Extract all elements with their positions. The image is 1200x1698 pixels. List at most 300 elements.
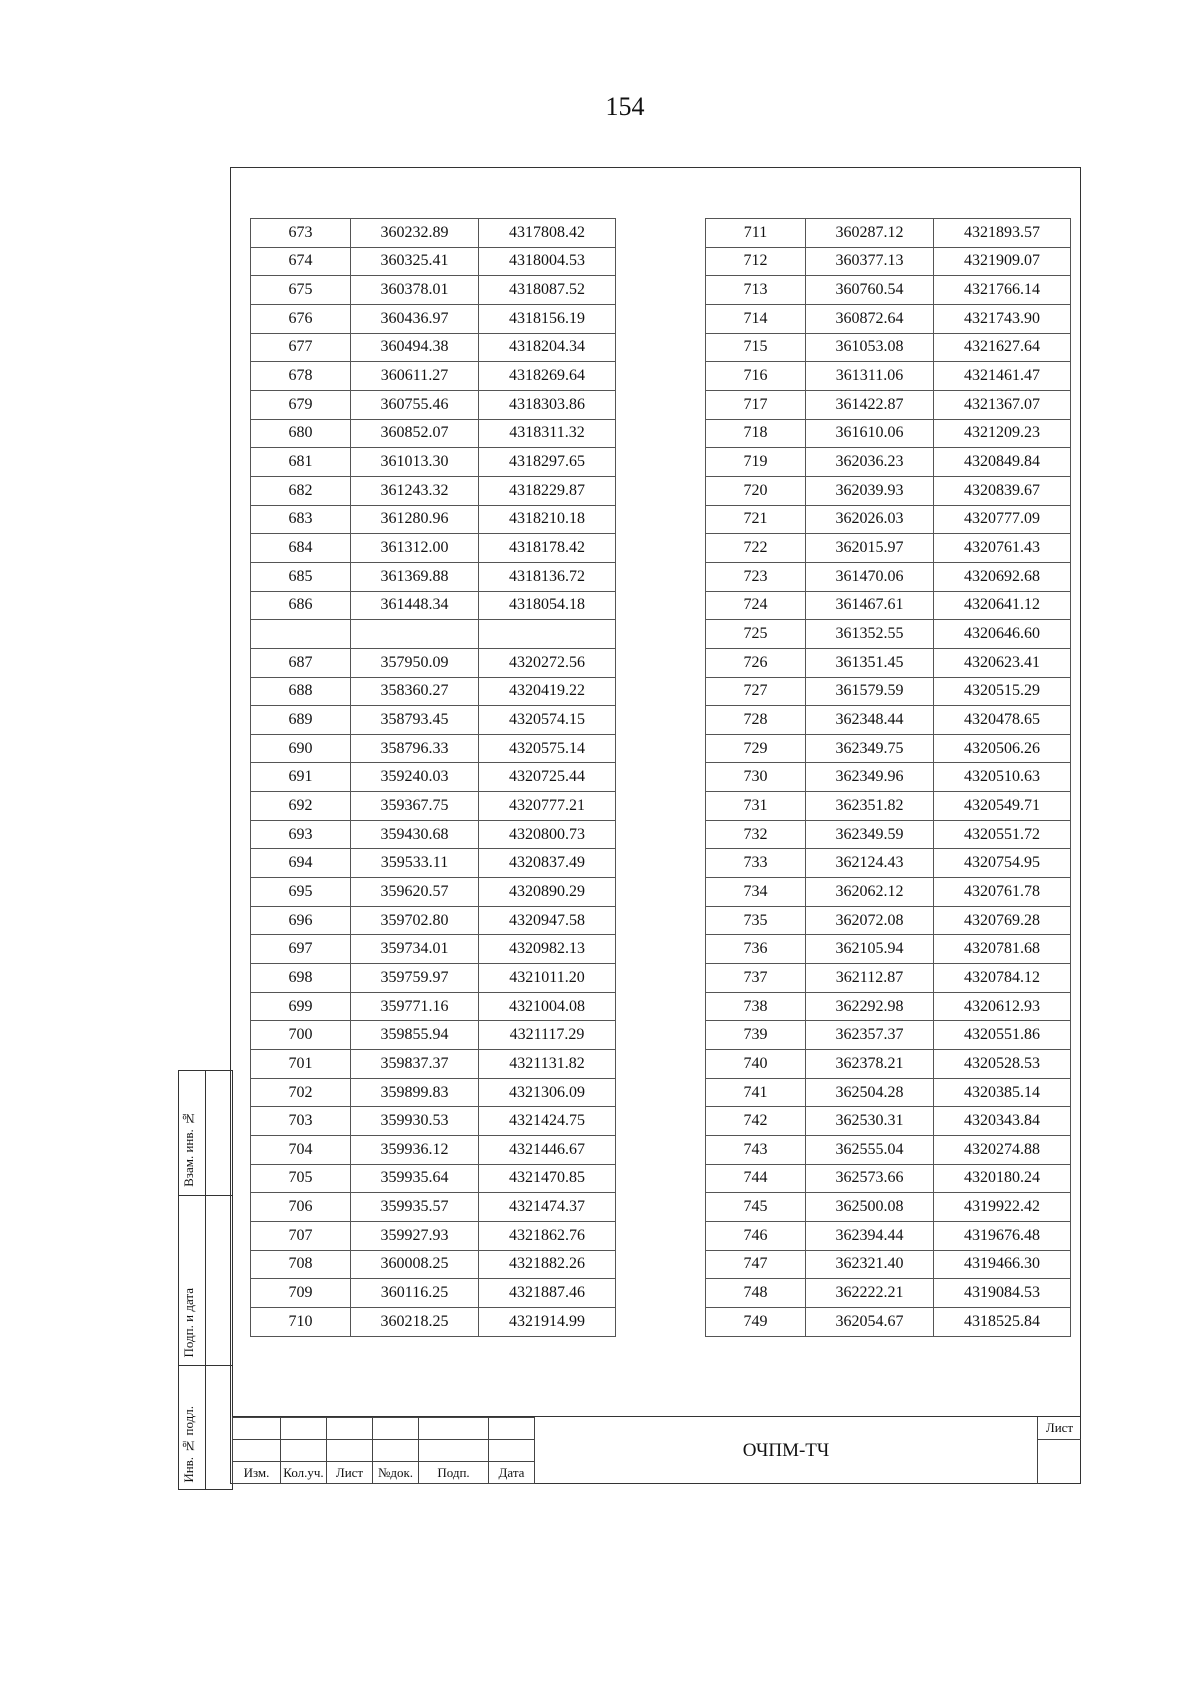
coord-y: 4318156.19 <box>479 304 616 333</box>
coord-x: 362072.08 <box>806 906 934 935</box>
side-stamp-podp <box>179 1196 232 1366</box>
point-number: 682 <box>251 476 351 505</box>
coord-x: 359837.37 <box>351 1050 479 1079</box>
coord-x: 361013.30 <box>351 448 479 477</box>
table-row <box>251 534 616 563</box>
table-row <box>706 1164 1071 1193</box>
point-number: 702 <box>251 1078 351 1107</box>
table-row <box>706 219 1071 248</box>
coord-y: 4320551.86 <box>934 1021 1071 1050</box>
coord-x: 362015.97 <box>806 534 934 563</box>
table-row <box>706 1307 1071 1336</box>
sheet-label: Лист <box>1038 1417 1081 1440</box>
table-row <box>251 1164 616 1193</box>
coord-y: 4320612.93 <box>934 992 1071 1021</box>
coord-x: 361351.45 <box>806 648 934 677</box>
point-number: 713 <box>706 276 806 305</box>
table-row <box>251 476 616 505</box>
table-row <box>706 935 1071 964</box>
side-stamp-podp-label: Подп. и дата <box>181 1287 196 1357</box>
point-number: 720 <box>706 476 806 505</box>
table-row <box>706 1193 1071 1222</box>
table-row <box>251 1136 616 1165</box>
point-number: 718 <box>706 419 806 448</box>
point-number: 727 <box>706 677 806 706</box>
table-row <box>706 591 1071 620</box>
coord-x: 359240.03 <box>351 763 479 792</box>
coord-x: 361470.06 <box>806 562 934 591</box>
coord-y: 4320180.24 <box>934 1164 1071 1193</box>
coord-x: 362378.21 <box>806 1050 934 1079</box>
coord-x: 361369.88 <box>351 562 479 591</box>
tb-cell <box>327 1440 373 1462</box>
coord-x: 359771.16 <box>351 992 479 1021</box>
coord-y: 4320947.58 <box>479 906 616 935</box>
point-number: 705 <box>251 1164 351 1193</box>
table-row <box>706 648 1071 677</box>
table-row <box>706 1050 1071 1079</box>
coord-y: 4318229.87 <box>479 476 616 505</box>
coord-y: 4320551.72 <box>934 820 1071 849</box>
point-number: 704 <box>251 1136 351 1165</box>
coord-y: 4321766.14 <box>934 276 1071 305</box>
point-number: 691 <box>251 763 351 792</box>
coord-x: 360852.07 <box>351 419 479 448</box>
sheet-value <box>1038 1440 1081 1484</box>
coord-x: 362555.04 <box>806 1136 934 1165</box>
point-number: 708 <box>251 1250 351 1279</box>
point-number: 696 <box>251 906 351 935</box>
coord-y: 4320574.15 <box>479 706 616 735</box>
point-number: 724 <box>706 591 806 620</box>
point-number: 693 <box>251 820 351 849</box>
point-number: 688 <box>251 677 351 706</box>
coord-y: 4320692.68 <box>934 562 1071 591</box>
coord-y: 4320754.95 <box>934 849 1071 878</box>
coord-x: 361053.08 <box>806 333 934 362</box>
coord-y: 4319922.42 <box>934 1193 1071 1222</box>
table-row <box>251 304 616 333</box>
tb-col-podp: Подп. <box>419 1462 489 1484</box>
coord-x: 361312.00 <box>351 534 479 563</box>
table-row <box>251 734 616 763</box>
coord-y: 4320575.14 <box>479 734 616 763</box>
coord-x: 362573.66 <box>806 1164 934 1193</box>
coord-y: 4319676.48 <box>934 1221 1071 1250</box>
tb-col-data: Дата <box>489 1462 535 1484</box>
table-row <box>706 390 1071 419</box>
tb-cell <box>419 1440 489 1462</box>
coord-y: 4321909.07 <box>934 247 1071 276</box>
table-row <box>251 1021 616 1050</box>
coord-y: 4320274.88 <box>934 1136 1071 1165</box>
tb-col-list: Лист <box>327 1462 373 1484</box>
coord-y: 4318204.34 <box>479 333 616 362</box>
point-number: 726 <box>706 648 806 677</box>
coord-x: 362357.37 <box>806 1021 934 1050</box>
side-stamp-vzam <box>179 1071 232 1196</box>
table-row <box>251 677 616 706</box>
table-row <box>706 1107 1071 1136</box>
table-row <box>251 362 616 391</box>
point-number: 701 <box>251 1050 351 1079</box>
table-row <box>706 620 1071 649</box>
table-row <box>706 849 1071 878</box>
table-row <box>706 677 1071 706</box>
point-number: 729 <box>706 734 806 763</box>
point-number: 685 <box>251 562 351 591</box>
coord-x <box>351 620 479 649</box>
table-row <box>251 792 616 821</box>
coord-x: 362321.40 <box>806 1250 934 1279</box>
table-row <box>706 1250 1071 1279</box>
coord-y: 4320272.56 <box>479 648 616 677</box>
coord-y: 4318210.18 <box>479 505 616 534</box>
coord-x: 359927.93 <box>351 1221 479 1250</box>
point-number: 747 <box>706 1250 806 1279</box>
table-row <box>251 620 616 649</box>
point-number: 676 <box>251 304 351 333</box>
coord-x: 361243.32 <box>351 476 479 505</box>
coord-y: 4321004.08 <box>479 992 616 1021</box>
table-row <box>706 820 1071 849</box>
point-number: 719 <box>706 448 806 477</box>
title-block <box>232 1416 1081 1484</box>
coord-y: 4321446.67 <box>479 1136 616 1165</box>
table-row <box>251 1078 616 1107</box>
coord-x: 362351.82 <box>806 792 934 821</box>
coord-y: 4318303.86 <box>479 390 616 419</box>
table-row <box>706 706 1071 735</box>
coord-y: 4320528.53 <box>934 1050 1071 1079</box>
point-number: 679 <box>251 390 351 419</box>
coord-x: 359533.11 <box>351 849 479 878</box>
coord-y: 4318087.52 <box>479 276 616 305</box>
table-row <box>251 1307 616 1336</box>
coord-x: 362394.44 <box>806 1221 934 1250</box>
tb-cell <box>489 1418 535 1440</box>
coord-y: 4321743.90 <box>934 304 1071 333</box>
page-number: 154 <box>605 92 645 121</box>
coord-x: 360494.38 <box>351 333 479 362</box>
coord-y: 4320725.44 <box>479 763 616 792</box>
table-row <box>706 1021 1071 1050</box>
coord-y: 4320777.09 <box>934 505 1071 534</box>
tb-cell <box>327 1418 373 1440</box>
coord-x: 361280.96 <box>351 505 479 534</box>
coord-y: 4320478.65 <box>934 706 1071 735</box>
side-stamp <box>178 1070 233 1490</box>
coord-y: 4318525.84 <box>934 1307 1071 1336</box>
point-number: 706 <box>251 1193 351 1222</box>
table-row <box>251 1279 616 1308</box>
table-row <box>706 792 1071 821</box>
coord-y: 4321893.57 <box>934 219 1071 248</box>
table-row <box>706 333 1071 362</box>
table-row <box>706 1221 1071 1250</box>
title-block-grid <box>232 1417 535 1484</box>
coord-x: 359620.57 <box>351 878 479 907</box>
point-number: 675 <box>251 276 351 305</box>
point-number: 681 <box>251 448 351 477</box>
table-row <box>251 276 616 305</box>
coord-x: 359430.68 <box>351 820 479 849</box>
coord-y: 4321887.46 <box>479 1279 616 1308</box>
coord-x: 358360.27 <box>351 677 479 706</box>
coord-x: 361610.06 <box>806 419 934 448</box>
table-row <box>251 591 616 620</box>
coord-y: 4320777.21 <box>479 792 616 821</box>
coord-x: 360325.41 <box>351 247 479 276</box>
coord-x: 360218.25 <box>351 1307 479 1336</box>
coord-y: 4321882.26 <box>479 1250 616 1279</box>
coord-x: 362026.03 <box>806 505 934 534</box>
tb-cell <box>281 1418 327 1440</box>
coord-x: 359936.12 <box>351 1136 479 1165</box>
table-row <box>706 878 1071 907</box>
table-row <box>251 964 616 993</box>
coord-y: 4320343.84 <box>934 1107 1071 1136</box>
coord-y: 4321914.99 <box>479 1307 616 1336</box>
table-row <box>706 562 1071 591</box>
coord-x: 360611.27 <box>351 362 479 391</box>
coord-y: 4320781.68 <box>934 935 1071 964</box>
coord-y: 4320515.29 <box>934 677 1071 706</box>
coord-y: 4321474.37 <box>479 1193 616 1222</box>
coord-x: 362349.96 <box>806 763 934 792</box>
table-row <box>251 1050 616 1079</box>
coord-x: 359935.64 <box>351 1164 479 1193</box>
point-number: 714 <box>706 304 806 333</box>
point-number: 717 <box>706 390 806 419</box>
table-row <box>251 333 616 362</box>
coord-y: 4321367.07 <box>934 390 1071 419</box>
coord-y: 4321424.75 <box>479 1107 616 1136</box>
coord-x: 361448.34 <box>351 591 479 620</box>
coord-y: 4320784.12 <box>934 964 1071 993</box>
point-number: 686 <box>251 591 351 620</box>
coord-y: 4320623.41 <box>934 648 1071 677</box>
point-number: 744 <box>706 1164 806 1193</box>
table-row <box>251 1221 616 1250</box>
point-number: 710 <box>251 1307 351 1336</box>
document-code: ОЧПМ-ТЧ <box>534 1417 1038 1484</box>
coord-x: 362349.59 <box>806 820 934 849</box>
table-row <box>706 276 1071 305</box>
coord-x: 359899.83 <box>351 1078 479 1107</box>
point-number: 743 <box>706 1136 806 1165</box>
coord-x: 360378.01 <box>351 276 479 305</box>
table-row <box>251 247 616 276</box>
tb-cell <box>419 1418 489 1440</box>
table-row <box>706 1136 1071 1165</box>
coord-x: 359734.01 <box>351 935 479 964</box>
coord-x: 359930.53 <box>351 1107 479 1136</box>
coord-x: 361311.06 <box>806 362 934 391</box>
coord-x: 361352.55 <box>806 620 934 649</box>
point-number: 716 <box>706 362 806 391</box>
coord-y: 4320506.26 <box>934 734 1071 763</box>
coord-x: 360377.13 <box>806 247 934 276</box>
table-row <box>251 849 616 878</box>
coord-x: 359367.75 <box>351 792 479 821</box>
coord-y: 4318136.72 <box>479 562 616 591</box>
tb-col-izm: Изм. <box>233 1462 281 1484</box>
point-number: 687 <box>251 648 351 677</box>
coord-y: 4321461.47 <box>934 362 1071 391</box>
point-number: 677 <box>251 333 351 362</box>
point-number: 690 <box>251 734 351 763</box>
tb-cell <box>373 1418 419 1440</box>
tb-col-koluch: Кол.уч. <box>281 1462 327 1484</box>
point-number: 730 <box>706 763 806 792</box>
coord-x: 362222.21 <box>806 1279 934 1308</box>
coord-x: 360008.25 <box>351 1250 479 1279</box>
table-row <box>706 1279 1071 1308</box>
tb-cell <box>233 1418 281 1440</box>
coord-y: 4321627.64 <box>934 333 1071 362</box>
table-row <box>251 390 616 419</box>
point-number: 742 <box>706 1107 806 1136</box>
point-number: 678 <box>251 362 351 391</box>
coord-y: 4318178.42 <box>479 534 616 563</box>
point-number: 749 <box>706 1307 806 1336</box>
coord-x: 362036.23 <box>806 448 934 477</box>
coord-y <box>479 620 616 649</box>
coord-y: 4320761.78 <box>934 878 1071 907</box>
coord-x: 362124.43 <box>806 849 934 878</box>
coord-y: 4320890.29 <box>479 878 616 907</box>
point-number: 700 <box>251 1021 351 1050</box>
table-row <box>251 878 616 907</box>
table-row <box>251 219 616 248</box>
coord-y: 4320837.49 <box>479 849 616 878</box>
table-row <box>706 247 1071 276</box>
coordinates-table-right <box>705 218 1071 1337</box>
coord-y: 4319466.30 <box>934 1250 1071 1279</box>
table-row <box>706 992 1071 1021</box>
coord-y: 4321306.09 <box>479 1078 616 1107</box>
tb-cell <box>489 1440 535 1462</box>
coord-x: 362500.08 <box>806 1193 934 1222</box>
tb-cell <box>233 1440 281 1462</box>
coord-x: 357950.09 <box>351 648 479 677</box>
coord-y: 4320510.63 <box>934 763 1071 792</box>
coord-y: 4320385.14 <box>934 1078 1071 1107</box>
coord-y: 4318004.53 <box>479 247 616 276</box>
coord-x: 360872.64 <box>806 304 934 333</box>
coord-y: 4320761.43 <box>934 534 1071 563</box>
point-number: 692 <box>251 792 351 821</box>
table-row <box>251 562 616 591</box>
coord-y: 4318269.64 <box>479 362 616 391</box>
coord-y: 4320982.13 <box>479 935 616 964</box>
point-number: 721 <box>706 505 806 534</box>
table-row <box>706 734 1071 763</box>
coord-x: 360436.97 <box>351 304 479 333</box>
table-row <box>251 1193 616 1222</box>
point-number: 748 <box>706 1279 806 1308</box>
point-number: 745 <box>706 1193 806 1222</box>
table-row <box>706 1078 1071 1107</box>
point-number: 735 <box>706 906 806 935</box>
coord-x: 360116.25 <box>351 1279 479 1308</box>
table-row <box>251 419 616 448</box>
table-row <box>706 763 1071 792</box>
coord-x: 362530.31 <box>806 1107 934 1136</box>
point-number: 689 <box>251 706 351 735</box>
table-row <box>706 476 1071 505</box>
point-number: 698 <box>251 964 351 993</box>
coordinates-table-left <box>250 218 616 1337</box>
coord-x: 361467.61 <box>806 591 934 620</box>
side-stamp-inv <box>179 1366 232 1491</box>
coord-y: 4321011.20 <box>479 964 616 993</box>
point-number: 738 <box>706 992 806 1021</box>
table-row <box>251 505 616 534</box>
coord-y: 4317808.42 <box>479 219 616 248</box>
table-row <box>251 1250 616 1279</box>
coord-x: 358793.45 <box>351 706 479 735</box>
table-row <box>251 906 616 935</box>
coord-x: 359759.97 <box>351 964 479 993</box>
coord-y: 4321209.23 <box>934 419 1071 448</box>
table-row <box>251 448 616 477</box>
point-number: 712 <box>706 247 806 276</box>
point-number: 739 <box>706 1021 806 1050</box>
table-row <box>251 706 616 735</box>
point-number: 728 <box>706 706 806 735</box>
coord-x: 360232.89 <box>351 219 479 248</box>
table-row <box>251 648 616 677</box>
point-number: 709 <box>251 1279 351 1308</box>
coord-x: 359855.94 <box>351 1021 479 1050</box>
table-row <box>251 1107 616 1136</box>
table-row <box>706 906 1071 935</box>
coord-x: 360755.46 <box>351 390 479 419</box>
table-row <box>706 419 1071 448</box>
table-row <box>251 935 616 964</box>
coord-x: 362105.94 <box>806 935 934 964</box>
point-number: 694 <box>251 849 351 878</box>
point-number: 734 <box>706 878 806 907</box>
sheet-box <box>1038 1417 1081 1484</box>
point-number: 736 <box>706 935 806 964</box>
table-row <box>251 820 616 849</box>
tb-cell <box>281 1440 327 1462</box>
point-number: 741 <box>706 1078 806 1107</box>
table-row <box>706 304 1071 333</box>
point-number: 673 <box>251 219 351 248</box>
coord-x: 362504.28 <box>806 1078 934 1107</box>
coord-y: 4318054.18 <box>479 591 616 620</box>
coord-x: 362112.87 <box>806 964 934 993</box>
coord-y: 4321470.85 <box>479 1164 616 1193</box>
coord-y: 4318311.32 <box>479 419 616 448</box>
point-number: 684 <box>251 534 351 563</box>
coord-x: 362039.93 <box>806 476 934 505</box>
point-number: 715 <box>706 333 806 362</box>
coord-y: 4321131.82 <box>479 1050 616 1079</box>
coord-x: 362349.75 <box>806 734 934 763</box>
coord-x: 362292.98 <box>806 992 934 1021</box>
coord-y: 4320769.28 <box>934 906 1071 935</box>
point-number: 695 <box>251 878 351 907</box>
point-number: 725 <box>706 620 806 649</box>
coord-y: 4320549.71 <box>934 792 1071 821</box>
side-stamp-inv-label: Инв. № подл. <box>181 1406 196 1483</box>
point-number <box>251 620 351 649</box>
